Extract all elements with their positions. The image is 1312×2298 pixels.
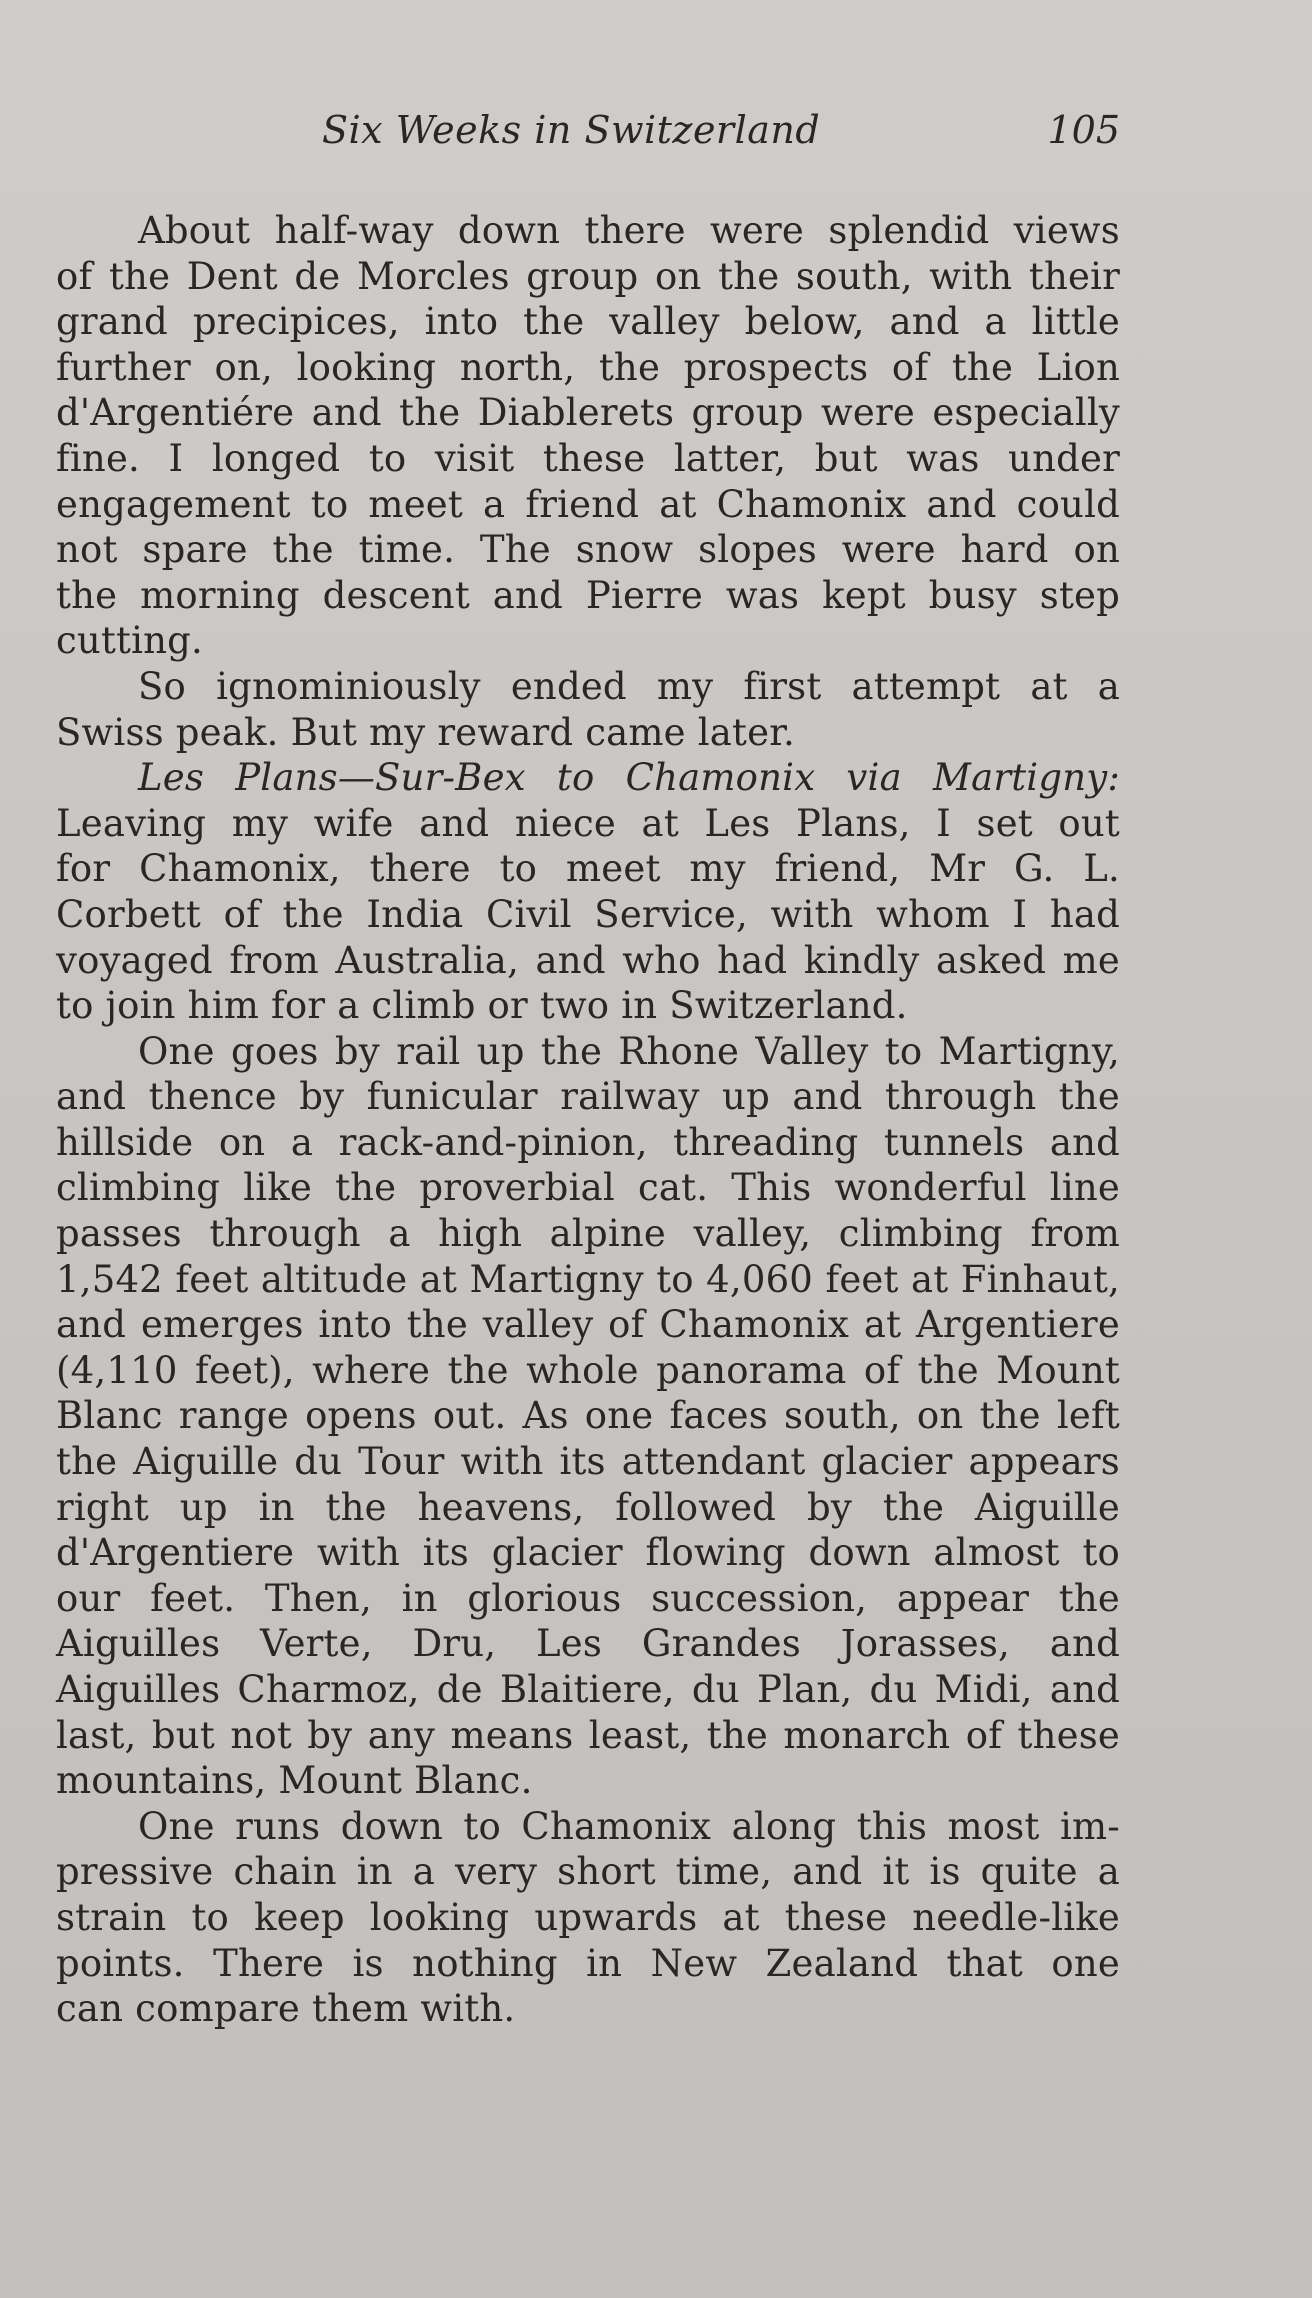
text-line: Corbett of the India Civil Service, with whom I had (56, 892, 1120, 936)
text-line: Leaving my wife and niece at Les Plans, I set out (56, 801, 1120, 845)
text-line: the morning descent and Pierre was kept busy step (56, 573, 1120, 617)
text-line: engagement to meet a friend at Chamonix and could (56, 482, 1120, 526)
text-line: for Chamonix, there to meet my friend, Mr G. L. (56, 847, 1120, 891)
text-line: climbing like the proverbial cat. This wonderful line (56, 1166, 1120, 1210)
text-line: and emerges into the valley of Chamonix at Argentiere (56, 1303, 1120, 1347)
text-line: strain to keep looking upwards at these needle-like (56, 1895, 1120, 1939)
text-line: Swiss peak. But my reward came later. (56, 710, 795, 754)
text-line: to join him for a climb or two in Switzerland. (56, 984, 908, 1028)
text-line: hillside on a rack-and-pinion, threading tunnels and (56, 1120, 1120, 1164)
text-line: One goes by rail up the Rhone Valley to Martigny, (138, 1029, 1120, 1073)
text-line: One runs down to Chamonix along this most im- (138, 1804, 1120, 1848)
text-line: points. There is nothing in New Zealand that one (56, 1941, 1120, 1985)
text-line: fine. I longed to visit these latter, but was under (56, 436, 1120, 480)
text-line: d'Argentiére and the Diablerets group were especially (56, 391, 1120, 435)
text-line: mountains, Mount Blanc. (56, 1759, 533, 1803)
text-line: the Aiguille du Tour with its attendant glacier appears (56, 1440, 1120, 1484)
text-line: 1,542 feet altitude at Martigny to 4,060 feet at Finhaut, (56, 1257, 1120, 1301)
text-line: and thence by funicular railway up and through the (56, 1075, 1120, 1119)
text-line: can compare them with. (56, 1987, 516, 2031)
text-line: right up in the heavens, followed by the Aiguille (56, 1485, 1120, 1529)
running-title: Six Weeks in Switzerland (322, 108, 821, 152)
text-line: Aiguilles Verte, Dru, Les Grandes Jorasses, and (56, 1622, 1120, 1666)
text-line: further on, looking north, the prospects of the Lion (56, 345, 1120, 389)
text-line: About half-way down there were splendid views (138, 209, 1120, 252)
running-head (58, 108, 1120, 168)
text-line: d'Argentiere with its glacier flowing down almost to (56, 1531, 1120, 1575)
body-text (56, 208, 1120, 2032)
text-line: Blanc range opens out. As one faces south, on the left (56, 1394, 1120, 1438)
page-number: 105 (1047, 108, 1120, 152)
text-line: Aiguilles Charmoz, de Blaitiere, du Plan, du Midi, and (56, 1668, 1120, 1711)
text-line: cutting. (56, 619, 203, 663)
text-line: of the Dent de Morcles group on the south, with their (56, 254, 1120, 298)
text-line: So ignominiously ended my first attempt at a (138, 664, 1120, 708)
text-line: last, but not by any means least, the monarch of these (56, 1713, 1120, 1757)
text-line: (4,110 feet), where the whole panorama of the Mount (56, 1348, 1120, 1392)
text-line: our feet. Then, in glorious succession, appear the (56, 1576, 1120, 1620)
text-line: passes through a high alpine valley, climbing from (56, 1212, 1120, 1256)
text-line: grand precipices, into the valley below, and a little (56, 300, 1120, 344)
text-line: pressive chain in a very short time, and it is quite a (56, 1850, 1120, 1894)
text-line: Les Plans—Sur-Bex to Chamonix via Martigny: (138, 756, 1120, 800)
text-line: voyaged from Australia, and who had kindly asked me (56, 938, 1120, 982)
text-line: not spare the time. The snow slopes were hard on (56, 528, 1120, 572)
